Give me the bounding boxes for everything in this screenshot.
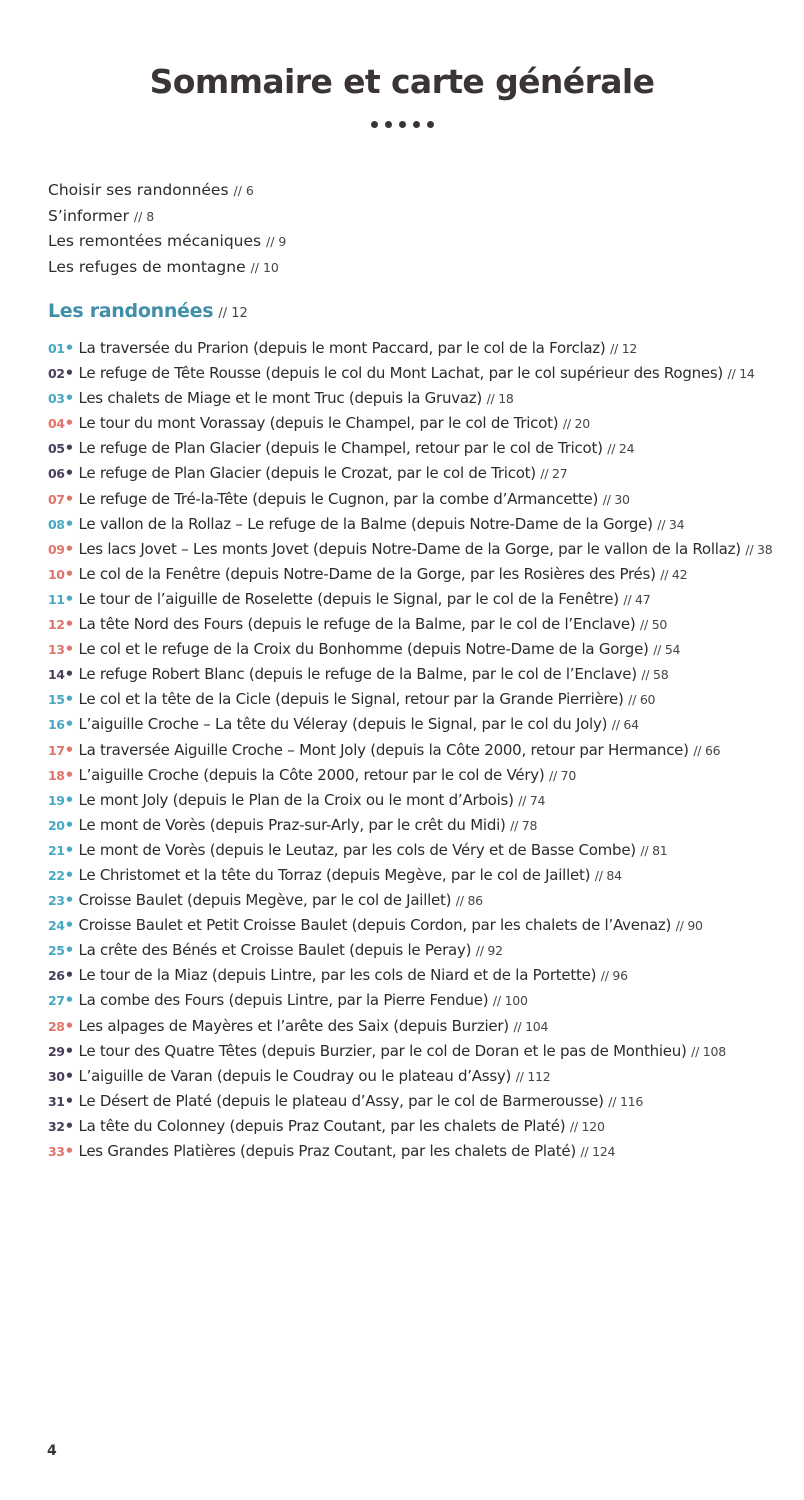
page-number: // 64 (611, 717, 639, 733)
page-number: // 120 (569, 1118, 605, 1134)
page-title: Sommaire et carte générale (149, 62, 655, 101)
hike-entry[interactable] (48, 1064, 788, 1089)
hike-entry[interactable] (48, 1089, 788, 1114)
intro-item[interactable] (48, 229, 286, 255)
hike-number: 23 (48, 893, 65, 909)
hike-entry[interactable] (48, 562, 788, 587)
hike-entry[interactable] (48, 1139, 788, 1164)
page-number: // 92 (475, 943, 503, 959)
page-number: // 112 (515, 1068, 551, 1084)
hike-number: 02 (48, 366, 65, 382)
hike-title: L’aiguille Croche (depuis la Côte 2000, retour par le col de Véry) (78, 765, 545, 784)
page-number: // 60 (628, 692, 656, 708)
hike-number: 31 (48, 1093, 65, 1109)
hike-number: 25 (48, 943, 65, 959)
bullet-separator: • (64, 615, 74, 634)
hike-title: Le col et la tête de la Cicle (depuis le Signal, retour par la Grande Pierrière) (78, 690, 624, 709)
hike-title: Le refuge de Plan Glacier (depuis le Champel, retour par le col de Tricot) (78, 439, 603, 458)
page-number: // 27 (540, 466, 568, 482)
hike-entry[interactable] (48, 361, 788, 386)
ornament-dot (427, 121, 434, 128)
intro-item-label: Les remontées mécaniques (48, 232, 262, 250)
hike-number: 21 (48, 842, 65, 858)
hike-title: Le mont de Vorès (depuis Praz-sur-Arly, par le crêt du Midi) (78, 815, 506, 834)
intro-item-label: Les refuges de montagne (48, 257, 246, 276)
page-number: // 12 (218, 306, 248, 321)
bullet-separator: • (64, 790, 74, 809)
bullet-separator: • (64, 339, 74, 357)
hike-title: Le refuge de Plan Glacier (depuis le Crozat, par le col de Tricot) (78, 464, 536, 483)
ornament-dot (371, 121, 378, 128)
hike-title: La traversée du Prarion (depuis le mont Paccard, par le col de la Forclaz) (78, 339, 606, 357)
hike-title: Le tour des Quatre Têtes (depuis Burzier, par le col de Doran et le pas de Monthieu) (78, 1041, 687, 1060)
hike-entry[interactable] (48, 587, 788, 612)
hike-title: L’aiguille de Varan (depuis le Coudray ou le plateau d’Assy) (78, 1066, 512, 1085)
ornament-dot (399, 121, 406, 128)
hike-title: Les Grandes Platières (depuis Praz Coutant, par les chalets de Platé) (78, 1142, 576, 1160)
intro-item-label: S’informer (48, 206, 129, 225)
hike-number: 22 (48, 867, 65, 883)
bullet-separator: • (64, 564, 74, 583)
title-ornament-dots (0, 121, 804, 128)
hike-number: 15 (48, 692, 65, 708)
ornament-dot (385, 121, 392, 128)
section-heading-label: Les randonnées (48, 300, 214, 322)
page-number: // 50 (640, 617, 668, 633)
hike-number: 04 (48, 416, 65, 432)
hike-number: 16 (48, 717, 65, 733)
hike-title: Les lacs Jovet – Les monts Jovet (depuis Notre-Dame de la Gorge, par le vallon de la Rollaz) (78, 539, 741, 558)
hike-number: 09 (48, 541, 65, 557)
hike-entry[interactable] (48, 687, 788, 712)
page-number: // 6 (233, 183, 254, 198)
bullet-separator: • (64, 665, 74, 684)
bullet-separator: • (64, 1066, 74, 1085)
folio-page-number: 4 (47, 1443, 57, 1459)
page-number: // 104 (513, 1018, 549, 1034)
page-number: // 47 (623, 591, 651, 607)
bullet-separator: • (64, 991, 74, 1010)
hike-number: 18 (48, 767, 65, 783)
bullet-separator: • (64, 865, 74, 884)
bullet-separator: • (64, 389, 74, 408)
bullet-separator: • (64, 514, 74, 533)
hike-title: Les chalets de Miage et le mont Truc (depuis la Gruvaz) (78, 389, 483, 408)
bullet-separator: • (64, 640, 74, 659)
hike-number: 08 (48, 516, 65, 532)
hike-number: 03 (48, 391, 65, 407)
page-number: // 70 (549, 767, 577, 783)
page-number: // 108 (691, 1043, 726, 1059)
intro-item-label: Choisir ses randonnées (48, 181, 229, 199)
page-number: // 20 (562, 416, 590, 432)
hike-number: 27 (48, 993, 65, 1009)
bullet-separator: • (64, 1041, 74, 1060)
hike-entry[interactable] (48, 938, 788, 963)
intro-list (48, 178, 286, 280)
page-number: // 9 (266, 234, 287, 249)
page-number: // 90 (675, 918, 703, 934)
hike-number: 19 (48, 792, 65, 808)
hike-title: La traversée Aiguille Croche – Mont Joly (depuis la Côte 2000, retour par Hermance) (78, 740, 689, 759)
hike-entry[interactable] (48, 537, 788, 562)
page-number: // 14 (727, 366, 755, 382)
bullet-separator: • (64, 414, 74, 433)
hike-title: Le refuge de Tré-la-Tête (depuis le Cugnon, par la combe d’Armancette) (78, 489, 599, 508)
hike-title: Le Désert de Platé (depuis le plateau d’Assy, par le col de Barmerousse) (78, 1091, 604, 1110)
hike-number: 26 (48, 968, 65, 984)
hike-number: 14 (48, 667, 65, 683)
hike-number: 11 (48, 591, 65, 607)
hike-number: 05 (48, 441, 65, 457)
bullet-separator: • (64, 439, 74, 458)
hike-entry[interactable] (48, 662, 788, 687)
hike-number: 01 (48, 341, 65, 356)
hike-number: 24 (48, 918, 65, 934)
bullet-separator: • (64, 715, 74, 734)
hike-number: 13 (48, 642, 65, 658)
hike-title: Le tour du mont Vorassay (depuis le Champel, par le col de Tricot) (78, 414, 559, 433)
hike-title: Croisse Baulet (depuis Megève, par le col de Jaillet) (78, 891, 452, 910)
hike-entry[interactable] (48, 913, 788, 938)
hike-entry[interactable] (48, 436, 788, 461)
page-number: // 18 (486, 391, 514, 407)
bullet-separator: • (64, 1016, 74, 1035)
bullet-separator: • (64, 941, 74, 960)
hike-number: 33 (48, 1144, 65, 1159)
hike-entry[interactable] (48, 461, 788, 486)
intro-item[interactable] (48, 204, 286, 230)
hike-title: Le col de la Fenêtre (depuis Notre-Dame de la Gorge, par les Rosières des Prés) (78, 564, 656, 583)
hike-entry[interactable] (48, 888, 788, 913)
hike-entry[interactable] (48, 813, 788, 838)
hike-entry[interactable] (48, 712, 788, 737)
intro-item[interactable] (48, 178, 286, 204)
bullet-separator: • (64, 489, 74, 508)
hike-entry[interactable] (48, 988, 788, 1013)
intro-item[interactable] (48, 255, 286, 281)
hike-entry[interactable] (48, 336, 788, 361)
bullet-separator: • (64, 539, 74, 558)
hike-title: Croisse Baulet et Petit Croisse Baulet (depuis Cordon, par les chalets de l’Avenaz) (78, 916, 672, 935)
hike-entry[interactable] (48, 512, 788, 537)
page-number: // 54 (653, 642, 681, 658)
hike-number: 28 (48, 1018, 65, 1034)
hike-entry[interactable] (48, 386, 788, 411)
bullet-separator: • (64, 815, 74, 834)
hike-entry[interactable] (48, 838, 788, 863)
hike-entry[interactable] (48, 637, 788, 662)
page-number: // 42 (660, 566, 688, 582)
page-number: // 124 (580, 1144, 616, 1159)
page-number: // 8 (133, 208, 155, 224)
hike-title: Le refuge de Tête Rousse (depuis le col du Mont Lachat, par le col supérieur des Rognes) (78, 364, 724, 383)
hike-number: 07 (48, 491, 65, 507)
page-number: // 116 (608, 1093, 644, 1109)
bullet-separator: • (64, 364, 74, 383)
bullet-separator: • (64, 966, 74, 985)
hike-title: Le tour de la Miaz (depuis Lintre, par les cols de Niard et de la Portette) (78, 966, 597, 985)
hike-title: Le col et le refuge de la Croix du Bonhomme (depuis Notre-Dame de la Gorge) (78, 640, 649, 659)
hike-entry[interactable] (48, 411, 788, 436)
page-number: // 38 (745, 541, 773, 557)
bullet-separator: • (64, 1142, 74, 1160)
hike-entry[interactable] (48, 963, 788, 988)
bullet-separator: • (64, 891, 74, 910)
page-number: // 81 (640, 842, 668, 858)
page-number: // 24 (607, 441, 635, 457)
hike-entry[interactable] (48, 487, 788, 512)
bullet-separator: • (64, 690, 74, 709)
hike-entry[interactable] (48, 738, 788, 763)
page-number: // 10 (250, 259, 279, 275)
page-number: // 12 (610, 341, 638, 356)
hike-title: Le mont Joly (depuis le Plan de la Croix ou le mont d’Arbois) (78, 790, 514, 809)
hike-number: 20 (48, 817, 65, 833)
hike-entry[interactable] (48, 1114, 788, 1139)
hike-title: Le tour de l’aiguille de Roselette (depuis le Signal, par le col de la Fenêtre) (78, 589, 619, 608)
bullet-separator: • (64, 765, 74, 784)
page-number: // 84 (594, 867, 622, 883)
hike-title: L’aiguille Croche – La tête du Véleray (depuis le Signal, par le col du Joly) (78, 715, 608, 734)
hike-entry[interactable] (48, 788, 788, 813)
ornament-dot (413, 121, 420, 128)
hike-title: La crête des Bénés et Croisse Baulet (depuis le Peray) (78, 941, 472, 960)
hike-entry[interactable] (48, 612, 788, 637)
hike-entry[interactable] (48, 863, 788, 888)
bullet-separator: • (64, 740, 74, 759)
bullet-separator: • (64, 1091, 74, 1110)
hike-title: Le vallon de la Rollaz – Le refuge de la Balme (depuis Notre-Dame de la Gorge) (78, 514, 653, 533)
hike-title: Les alpages de Mayères et l’arête des Saix (depuis Burzier) (78, 1016, 509, 1035)
bullet-separator: • (64, 464, 74, 483)
page-number: // 58 (641, 667, 669, 683)
page-number: // 34 (657, 516, 685, 532)
hike-entry[interactable] (48, 1014, 788, 1039)
hike-entry[interactable] (48, 763, 788, 788)
hike-number: 06 (48, 466, 65, 482)
page-number: // 100 (492, 993, 528, 1009)
page-number: // 78 (510, 817, 538, 833)
hike-title: Le refuge Robert Blanc (depuis le refuge de la Balme, par le col de l’Enclave) (78, 665, 637, 684)
hike-title: La tête du Colonney (depuis Praz Coutant, par les chalets de Platé) (78, 1116, 566, 1135)
page-number: // 30 (602, 491, 630, 507)
hike-title: Le Christomet et la tête du Torraz (depuis Megève, par le col de Jaillet) (78, 865, 591, 884)
bullet-separator: • (64, 840, 74, 859)
hike-title: La combe des Fours (depuis Lintre, par la Pierre Fendue) (78, 991, 489, 1010)
hike-list (48, 336, 788, 1164)
bullet-separator: • (64, 589, 74, 608)
hike-entry[interactable] (48, 1039, 788, 1064)
page-number: // 74 (518, 792, 546, 808)
hike-title: Le mont de Vorès (depuis le Leutaz, par les cols de Véry et de Basse Combe) (78, 840, 636, 859)
section-heading[interactable] (48, 300, 248, 322)
bullet-separator: • (64, 916, 74, 935)
hike-number: 10 (48, 566, 65, 582)
hike-number: 17 (48, 742, 65, 758)
page-number: // 66 (693, 742, 721, 758)
hike-number: 12 (48, 617, 65, 633)
page-number: // 86 (455, 893, 483, 909)
hike-number: 29 (48, 1043, 65, 1059)
page-number: // 96 (600, 968, 628, 984)
hike-number: 32 (48, 1118, 65, 1134)
bullet-separator: • (64, 1116, 74, 1135)
hike-title: La tête Nord des Fours (depuis le refuge de la Balme, par le col de l’Enclave) (78, 615, 636, 634)
hike-number: 30 (48, 1068, 65, 1084)
